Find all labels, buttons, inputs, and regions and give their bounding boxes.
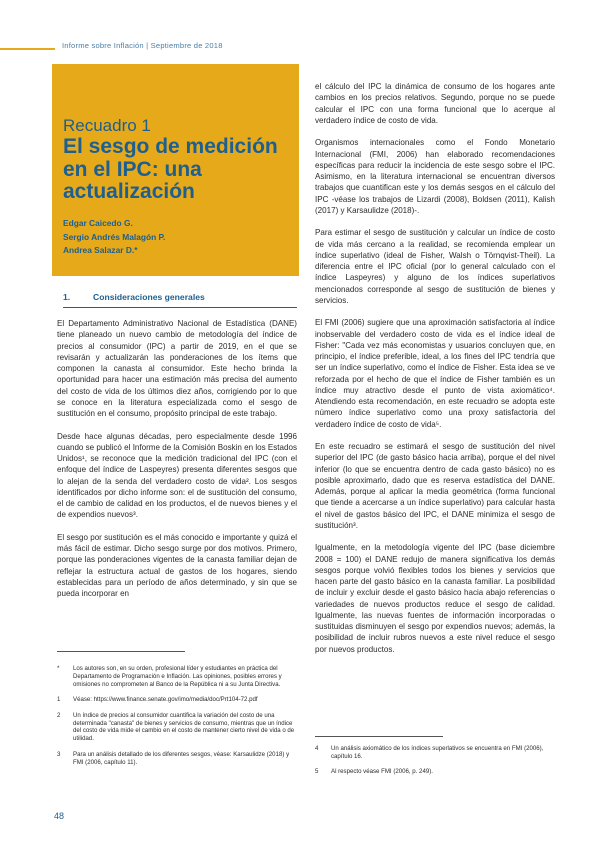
footnotes-right [315,745,555,784]
paragraph: El FMI (2006) sugiere que una aproximación satisfactoria al índice inobservable del verdadero costo de vida es el índice ideal de Fisher: "Cada vez más economistas y usuarios concluyen que, en principio, el índice preferible, ideal, a los fines del IPC tendría que ser un índice superlativo, como el índice de Fisher. Esta idea se ve reforzada por el hecho de que el índice de Fisher también es un índice muy atractivo desde el punto de vista axiomático⁴. Atendiendo esta recomendación, en este recuadro se adopta este número índice superlativo como una proxy satisfactoria del verdadero índice de costo de vida⁵. [315,318,555,429]
authors [63,217,165,258]
page-title: El sesgo de medición en el IPC: una actualización [63,135,278,203]
footnotes-left [57,665,299,774]
footnote-text: Un análisis axiomático de los índices superlativos se encuentra en FMI (2006), capítulo 16. [331,745,544,760]
box-label: Recuadro 1 [63,116,151,135]
page-number: 48 [54,811,65,821]
paragraph: En este recuadro se estimará el sesgo de sustitución del nivel superior del IPC (de gasto básico hacia arriba), porque el del nivel inferior (lo que se encuentra dentro de cada gasto básico) no es posible aproximarlo, dado que es reserva estadística del DANE. Además, porque al aplicar la media geométrica (forma funcional que tiende a acercarse a un índice superlativo) para calcular hasta el nivel de gastos básico del IPC, el DANE minimiza el sesgo de sustitución³. [315,442,555,530]
footnote-text: Para un análisis detallado de los diferentes sesgos, véase: Karsaulidze (2018) y FMI (2006, capítulo 11). [73,750,290,766]
running-header: Informe sobre Inflación | Septiembre de 2018 [62,41,223,50]
section-number: 1. [63,292,71,302]
footnote-mark: 2 [57,711,61,719]
footnote [57,696,299,704]
header-accent-bar [0,48,55,50]
paragraph: El sesgo por sustitución es el más conocido e importante y quizá el más fácil de estimar. Dicho sesgo surge por dos motivos. Primero, porque las ponderaciones vigentes de la canasta familiar dejan de reflejar la estructura actual de gastos de los hogares, siendo establecidas para un período de años determinado, y sin que se pueda incorporar en [57,532,297,598]
section-heading [63,292,297,302]
paragraph: El Departamento Administrativo Nacional de Estadística (DANE) tiene planeado un nuevo cambio de metodología del índice de precios al consumidor (IPC) a partir de 2019, en el que se revisarán y actualizarán las ponderaciones de los ítems que componen la canasta al consumidor. Este hecho brinda la oportunidad para hacer una estimación más precisa del aumento del costo de vida de los últimos diez años, corrigiendo por lo que se conoce en la literatura especializada como el sesgo de sustitución en el consumo, propósito principal de este trabajo. [57,319,297,418]
paragraph: Desde hace algunas décadas, pero especialmente desde 1996 cuando se publicó el Informe de la Comisión Boskin en los Estados Unidos¹, se reconoce que la medición tradicional del IPC (con el enfoque del índice de Laspeyres) presenta diferentes sesgos que lo alejan de la senda del verdadero costo de vida². Los sesgos identificados por dicho informe son: el de sustitución del consumo, el de cambio de calidad en los productos, el de nuevos bienes y el de expendios nuevos³. [57,431,297,520]
author: Sergio Andrés Malagón P. [63,231,166,242]
footnote-mark: 4 [315,745,319,752]
footnote-divider [57,651,185,652]
footnote-mark: 1 [57,696,61,704]
footnote [57,751,299,767]
footnote [315,745,555,761]
left-column [57,318,297,611]
footnote [57,665,299,688]
footnote-divider [315,736,443,737]
footnote-mark: 3 [57,750,61,758]
section-divider [63,307,297,308]
footnote-text: Un índice de precios al consumidor cuantifica la variación del costo de una determinada "canasta" de bienes y servicios de consumo, mientras que un índice del costo de vida mide el cambio en el costo de mantener cierto nivel de vida o de utilidad. [73,711,295,743]
author: Edgar Caicedo G. [63,218,133,228]
footnote-text: Los autores son, en su orden, profesional líder y estudiantes en práctica del Departamento de Programación e Inflación. Las opiniones, posibles errores y omisiones no comprometen al Banco de la República ni a su Junta Directiva. [73,665,282,688]
paragraph: Organismos internacionales como el Fondo Monetario Internacional (FMI, 2006) han elaborado recomendaciones específicas para reducir la incidencia de este sesgo sobre el IPC. Asimismo, en la literatura internacional se encuentran diversos trabajos que cuantifican este y los demás sesgos en el cálculo del IPC -véase los trabajos de Lizardi (2008), Boldsen (2011), Kalish (2017) y Karsaulidze (2018)-. [315,138,555,215]
footnote [57,712,299,743]
section-title: Consideraciones generales [93,292,205,302]
footnote-text: Al respecto véase FMI (2006, p. 249). [331,768,433,776]
footnote-mark: * [57,665,60,672]
paragraph: Igualmente, en la metodología vigente del IPC (base diciembre 2008 = 100) el DANE redujo de manera significativa los demás sesgos porque volvió flexibles todos los bienes y servicios que hacen parte del gasto básico en la canasta familiar. La posibilidad de incluir y excluir desde el gasto básico hacia abajo referencias o variedades de nuevos productos reduce el sesgo de calidad. Igualmente, las nuevas fuentes de información incorporadas o sustituidas disminuyen el sesgo por expendios nuevos; además, la posibilidad de incluir rubros nuevos a este nivel reduce el sesgo por nuevos productos. [315,543,555,654]
author: Andrea Salazar D.* [63,245,138,256]
paragraph: el cálculo del IPC la dinámica de consumo de los hogares ante cambios en los precios relativos. Segundo, porque no se puede calcular el IPC con una forma funcional que lo acerque al verdadero índice de costo de vida. [315,82,555,125]
footnote-link[interactable]: Véase: https://www.finance.senate.gov/imo/media/doc/Prt104-72.pdf [73,696,258,704]
paragraph: Para estimar el sesgo de sustitución y calcular un índice de costo de vida más cercano a la realidad, se recomienda emplear un índice superlativo (ideal de Fisher, Walsh o Törnqvist-Theil). La diferencia entre el IPC oficial (por lo general calculado con el índice Laspeyres) y alguno de los índices superlativos mencionados corresponde al sesgo de sustitución de bienes y servicios. [315,228,555,305]
footnote-mark: 5 [315,768,319,776]
right-column [315,81,555,666]
footnote [315,768,555,776]
